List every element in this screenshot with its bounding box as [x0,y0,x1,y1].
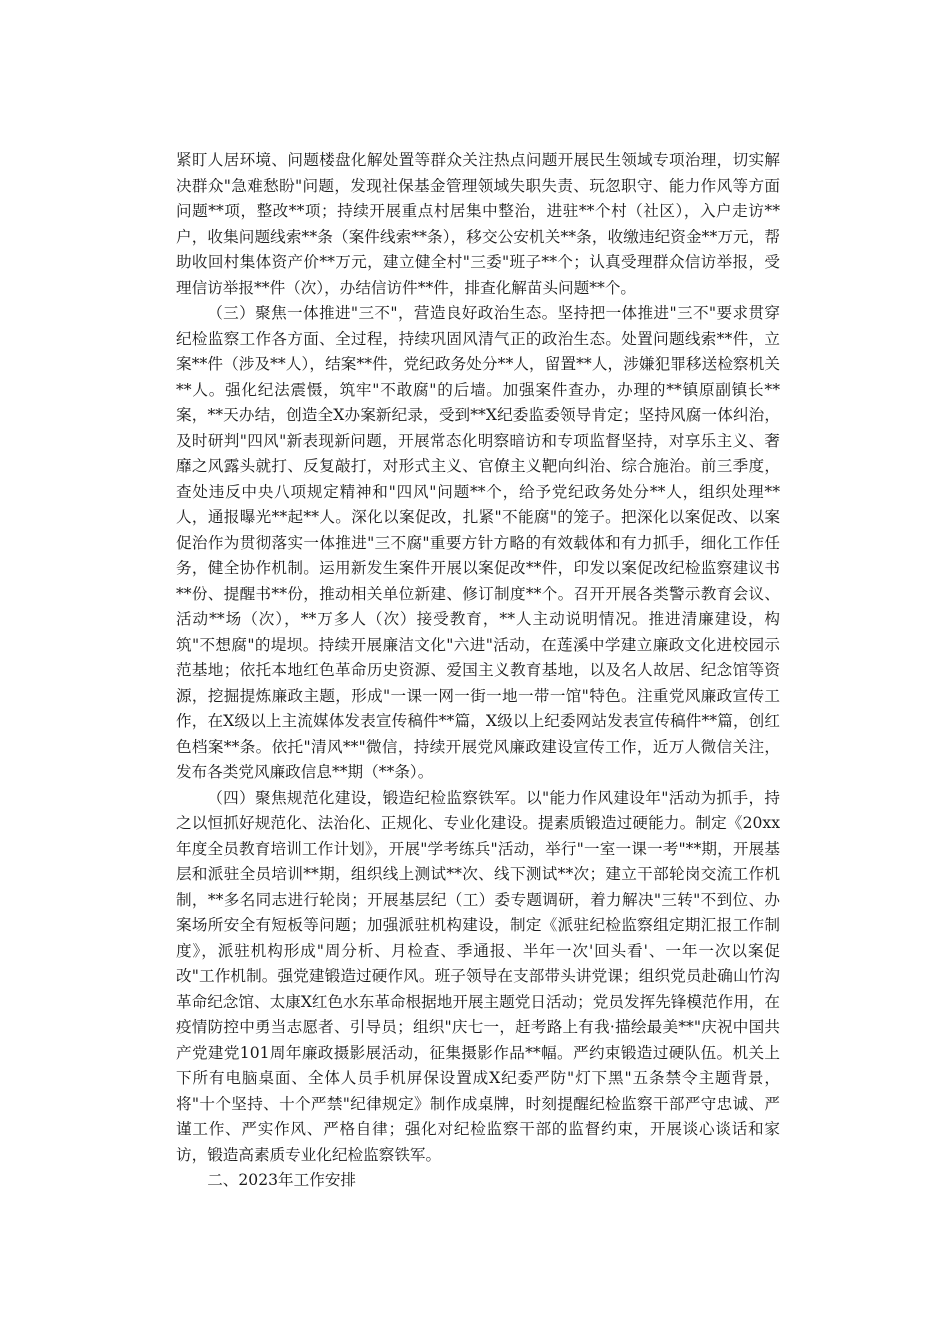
document-body [176,148,780,1194]
section-heading: 二、2023年工作安排 [207,1171,357,1189]
paragraph-section-three: （三）聚焦一体推进"三不"，营造良好政治生态。坚持把一体推进"三不"要求贯穿纪检监察工作各方面、全过程，持续巩固风清气正的政治生态。处置问题线索**件，立案**件（涉及**人），结案**件，党纪政务处分**人，留置**人，涉嫌犯罪移送检察机关**人。强化纪法震慑，筑牢"不敢腐"的后墙。加强案件查办，办理的**镇原副镇长**案，**天办结，创造全X办案新纪录，受到**X纪委监委领导肯定；坚持风腐一体纠治，及时研判"四风"新表现新问题，开展常态化明察暗访和专项监督坚持，对享乐主义、奢靡之风露头就打、反复敲打，对形式主义、官僚主义靶向纠治、综合施治。前三季度，查处违反中央八项规定精神和"四风"问题**个，给予党纪政务处分**人，组织处理**人，通报曝光**起**人。深化以案促改，扎紧"不能腐"的笼子。把深化以案促改、以案促治作为贯彻落实一体推进"三不腐"重要方针方略的有效载体和有力抓手，细化工作任务，健全协作机制。运用新发生案件开展以案促改**件，印发以案促改纪检监察建议书**份、提醒书**份，推动相关单位新建、修订制度**个。召开开展各类警示教育会议、活动**场（次），**万多人（次）接受教育，**人主动说明情况。推进清廉建设，构筑"不想腐"的堤坝。持续开展廉洁文化"六进"活动，在莲溪中学建立廉政文化进校园示范基地；依托本地红色革命历史资源、爱国主义教育基地，以及名人故居、纪念馆等资源，挖掘提炼廉政主题，形成"一课一网一街一地一带一馆"特色。注重党风廉政宣传工作，在X级以上主流媒体发表宣传稿件**篇，X级以上纪委网站发表宣传稿件**篇，创红色档案**条。依托"清风**"微信，持续开展党风廉政建设宣传工作，近万人微信关注，发布各类党风廉政信息**期（**条）。 [176,304,780,781]
paragraph-section-four: （四）聚焦规范化建设，锻造纪检监察铁军。以"能力作风建设年"活动为抓手，持之以恒抓好规范化、法治化、正规化、专业化建设。提素质锻造过硬能力。制定《20xx年度全员教育培训工作计划》，开展"学考练兵"活动，举行"一室一课一考"**期，开展基层和派驻全员培训**期，组织线上测试**次、线下测试**次；建立干部轮岗交流工作机制，**多名同志进行轮岗；开展基层纪（工）委专题调研，着力解决"三转"不到位、办案场所安全有短板等问题；加强派驻机构建设，制定《派驻纪检监察组定期汇报工作制度》，派驻机构形成"周分析、月检查、季通报、半年一次'回头看'、一年一次以案促改"工作机制。强党建锻造过硬作风。班子领导在支部带头讲党课；组织党员赴确山竹沟革命纪念馆、太康X红色水东革命根据地开展主题党日活动；党员发挥先锋模范作用，在疫情防控中勇当志愿者、引导员；组织"庆七一，赶考路上有我·描绘最美**"庆祝中国共产党建党101周年廉政摄影展活动，征集摄影作品**幅。严约束锻造过硬队伍。机关上下所有电脑桌面、全体人员手机屏保设置成X纪委严防"灯下黑"五条禁令主题背景，将"十个坚持、十个严禁"纪律规定》制作成桌牌，时刻提醒纪检监察干部严守忠诚、严谨工作、严实作风、严格自律；强化对纪检监察干部的监督约束，开展谈心谈话和家访，锻造高素质专业化纪检监察铁军。 [176,788,780,1164]
paragraph-continuation: 紧盯人居环境、问题楼盘化解处置等群众关注热点问题开展民生领域专项治理，切实解决群众"急难愁盼"问题，发现社保基金管理领域失职失责、玩忽职守、能力作风等方面问题**项，整改**项；持续开展重点村居集中整治，进驻**个村（社区），入户走访**户，收集问题线索**条（案件线索**条），移交公安机关**条，收缴违纪资金**万元，帮助收回村集体资产价**万元，建立健全村"三委"班子**个；认真受理群众信访举报，受理信访举报**件（次），办结信访件**件，排查化解苗头问题**个。 [176,151,780,297]
